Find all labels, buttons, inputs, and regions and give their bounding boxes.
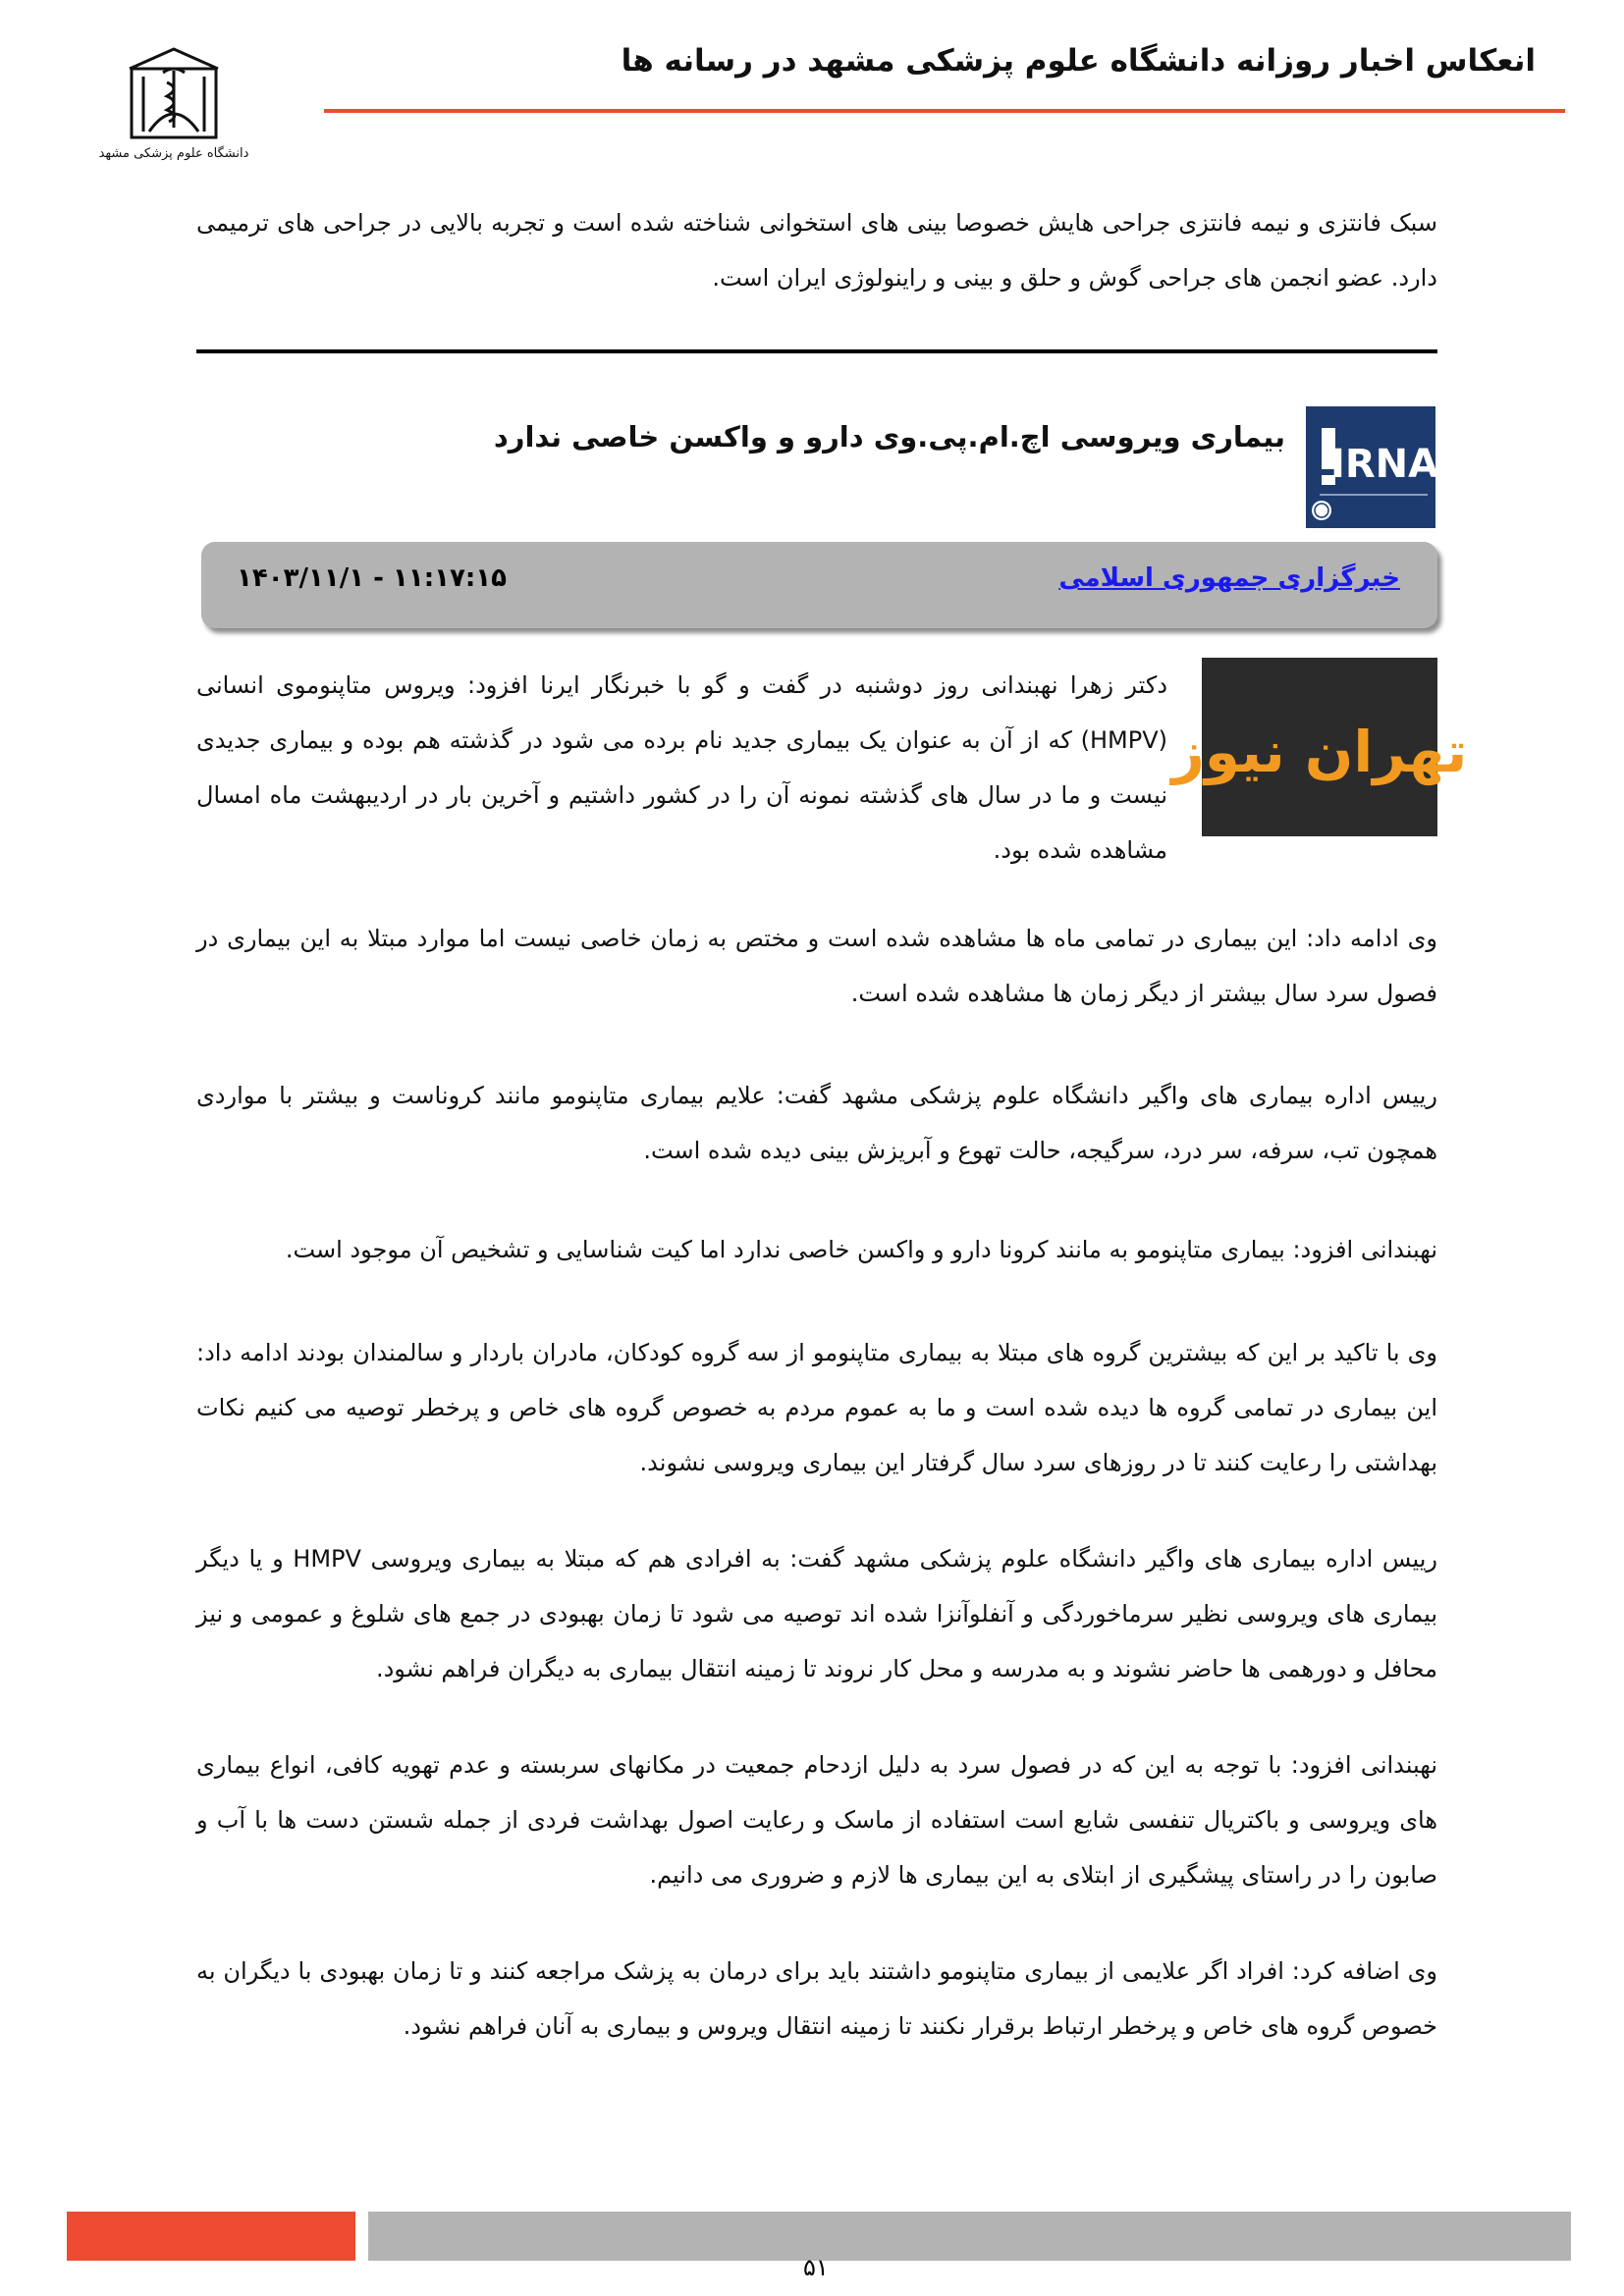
svg-text:IRNA: IRNA [1329,442,1439,487]
irna-logo [1306,406,1439,528]
svg-text:دانشگاه علوم پزشکی مشهد: دانشگاه علوم پزشکی مشهد [98,146,249,161]
publish-datetime: ۱۴۰۳/۱۱/۱ - ۱۱:۱۷:۱۵ [237,563,507,593]
footer-bar [368,2212,1571,2261]
section-divider [196,349,1437,353]
svg-text:تهران نیوز: تهران نیوز [1171,719,1468,785]
university-emblem-icon [98,37,249,165]
article-paragraph-4: نهبندانی افزود: بیماری متاپنومو به مانند کرونا دارو و واکسن خاصی ندارد اما کیت شناسایی و تشخیص آن موجود است. [285,1236,1437,1263]
page-title: انعکاس اخبار روزانه دانشگاه علوم پزشکی مشهد در رسانه ها [621,43,1536,79]
tehran-news-logo [1171,658,1468,836]
article-paragraph-6: رییس اداره بیماری های واگیر دانشگاه علوم پزشکی مشهد گفت: به افرادی هم که مبتلا به بیماری ویروسی HMPV و یا دیگر بیماری های ویروسی نظیر سرماخوردگی و آنفلوآنزا شده اند توصیه می شود تا زمان بهبودی در جمع های شلوغ و عمومی و نیز محافل و دورهمی ها حاضر نشوند و به مدرسه و محل کار نروند تا زمینه انتقال بیماری به دیگران فراهم نشود. [196,1545,1437,1682]
source-link[interactable]: خبرگزاری جمهوری اسلامی [1058,563,1400,593]
page-number: ۵۱ [803,2254,829,2281]
source-bar [201,542,1437,628]
article-paragraph-2: وی ادامه داد: این بیماری در تمامی ماه ها مشاهده شده است و مختص به زمان خاصی نیست اما موارد مبتلا به این بیماری در فصول سرد سال بیشتر از دیگر زمان ها مشاهده شده است. [196,925,1437,1007]
article-headline: بیماری ویروسی اچ.ام.پی.وی دارو و واکسن خاصی ندارد [493,420,1285,454]
intro-paragraph: سبک فانتزی و نیمه فانتزی جراحی هایش خصوصا بینی های استخوانی شناخته شده است و تجربه بالایی در جراحی های ترمیمی دارد. عضو انجمن های جراحی گوش و حلق و بینی و راینولوژی ایران است. [196,209,1437,292]
footer-accent-bar [67,2212,355,2261]
article-paragraph-8: وی اضافه کرد: افراد اگر علایمی از بیماری متاپنومو داشتند باید برای درمان به پزشک مراجعه کنند و تا زمان بهبودی با دیگران به خصوص گروه های خاص و پرخطر ارتباط برقرار نکنند تا زمینه انتقال ویروس و بیماری به آنان فراهم نشود. [196,1957,1437,2040]
header-divider [324,109,1565,113]
article-paragraph-5: وی با تاکید بر این که بیشترین گروه های مبتلا به بیماری متاپنومو از سه گروه کودکان، مادران باردار و سالمندان بودند ادامه داد: این بیماری در تمامی گروه ها دیده شده است و ما به عموم مردم به خصوص گروه های خاص و پرخطر توصیه می کنیم نکات بهداشتی را رعایت کنند تا در روزهای سرد سال گرفتار این بیماری ویروسی نشوند. [196,1339,1437,1476]
article-paragraph-7: نهبندانی افزود: با توجه به این که در فصول سرد به دلیل ازدحام جمعیت در مکانهای سربسته و عدم تهویه کافی، انواع بیماری های ویروسی و باکتریال تنفسی شایع است استفاده از ماسک و رعایت اصول بهداشت فردی از جمله شستن دست ها با آب و صابون را در راستای پیشگیری از ابتلای به این بیماری ها لازم و ضروری می دانیم. [196,1751,1437,1889]
article-paragraph-3: رییس اداره بیماری های واگیر دانشگاه علوم پزشکی مشهد گفت: علایم بیماری متاپنومو مانند کروناست و بیشتر با مواردی همچون تب، سرفه، سر درد، سرگیجه، حالت تهوع و آبریزش بینی دیده شده است. [196,1082,1437,1164]
article-paragraph-1: دکتر زهرا نهبندانی روز دوشنبه در گفت و گو با خبرنگار ایرنا افزود: ویروس متاپنوموی انسانی (HMPV) که از آن به عنوان یک بیماری جدید نام برده می شود در گذشته هم بوده و بیماری جدیدی نیست و ما در سال های گذشته نمونه آن را در کشور داشتیم و آخرین بار در اردیبهشت ماه امسال مشاهده شده بود. [196,671,1167,864]
